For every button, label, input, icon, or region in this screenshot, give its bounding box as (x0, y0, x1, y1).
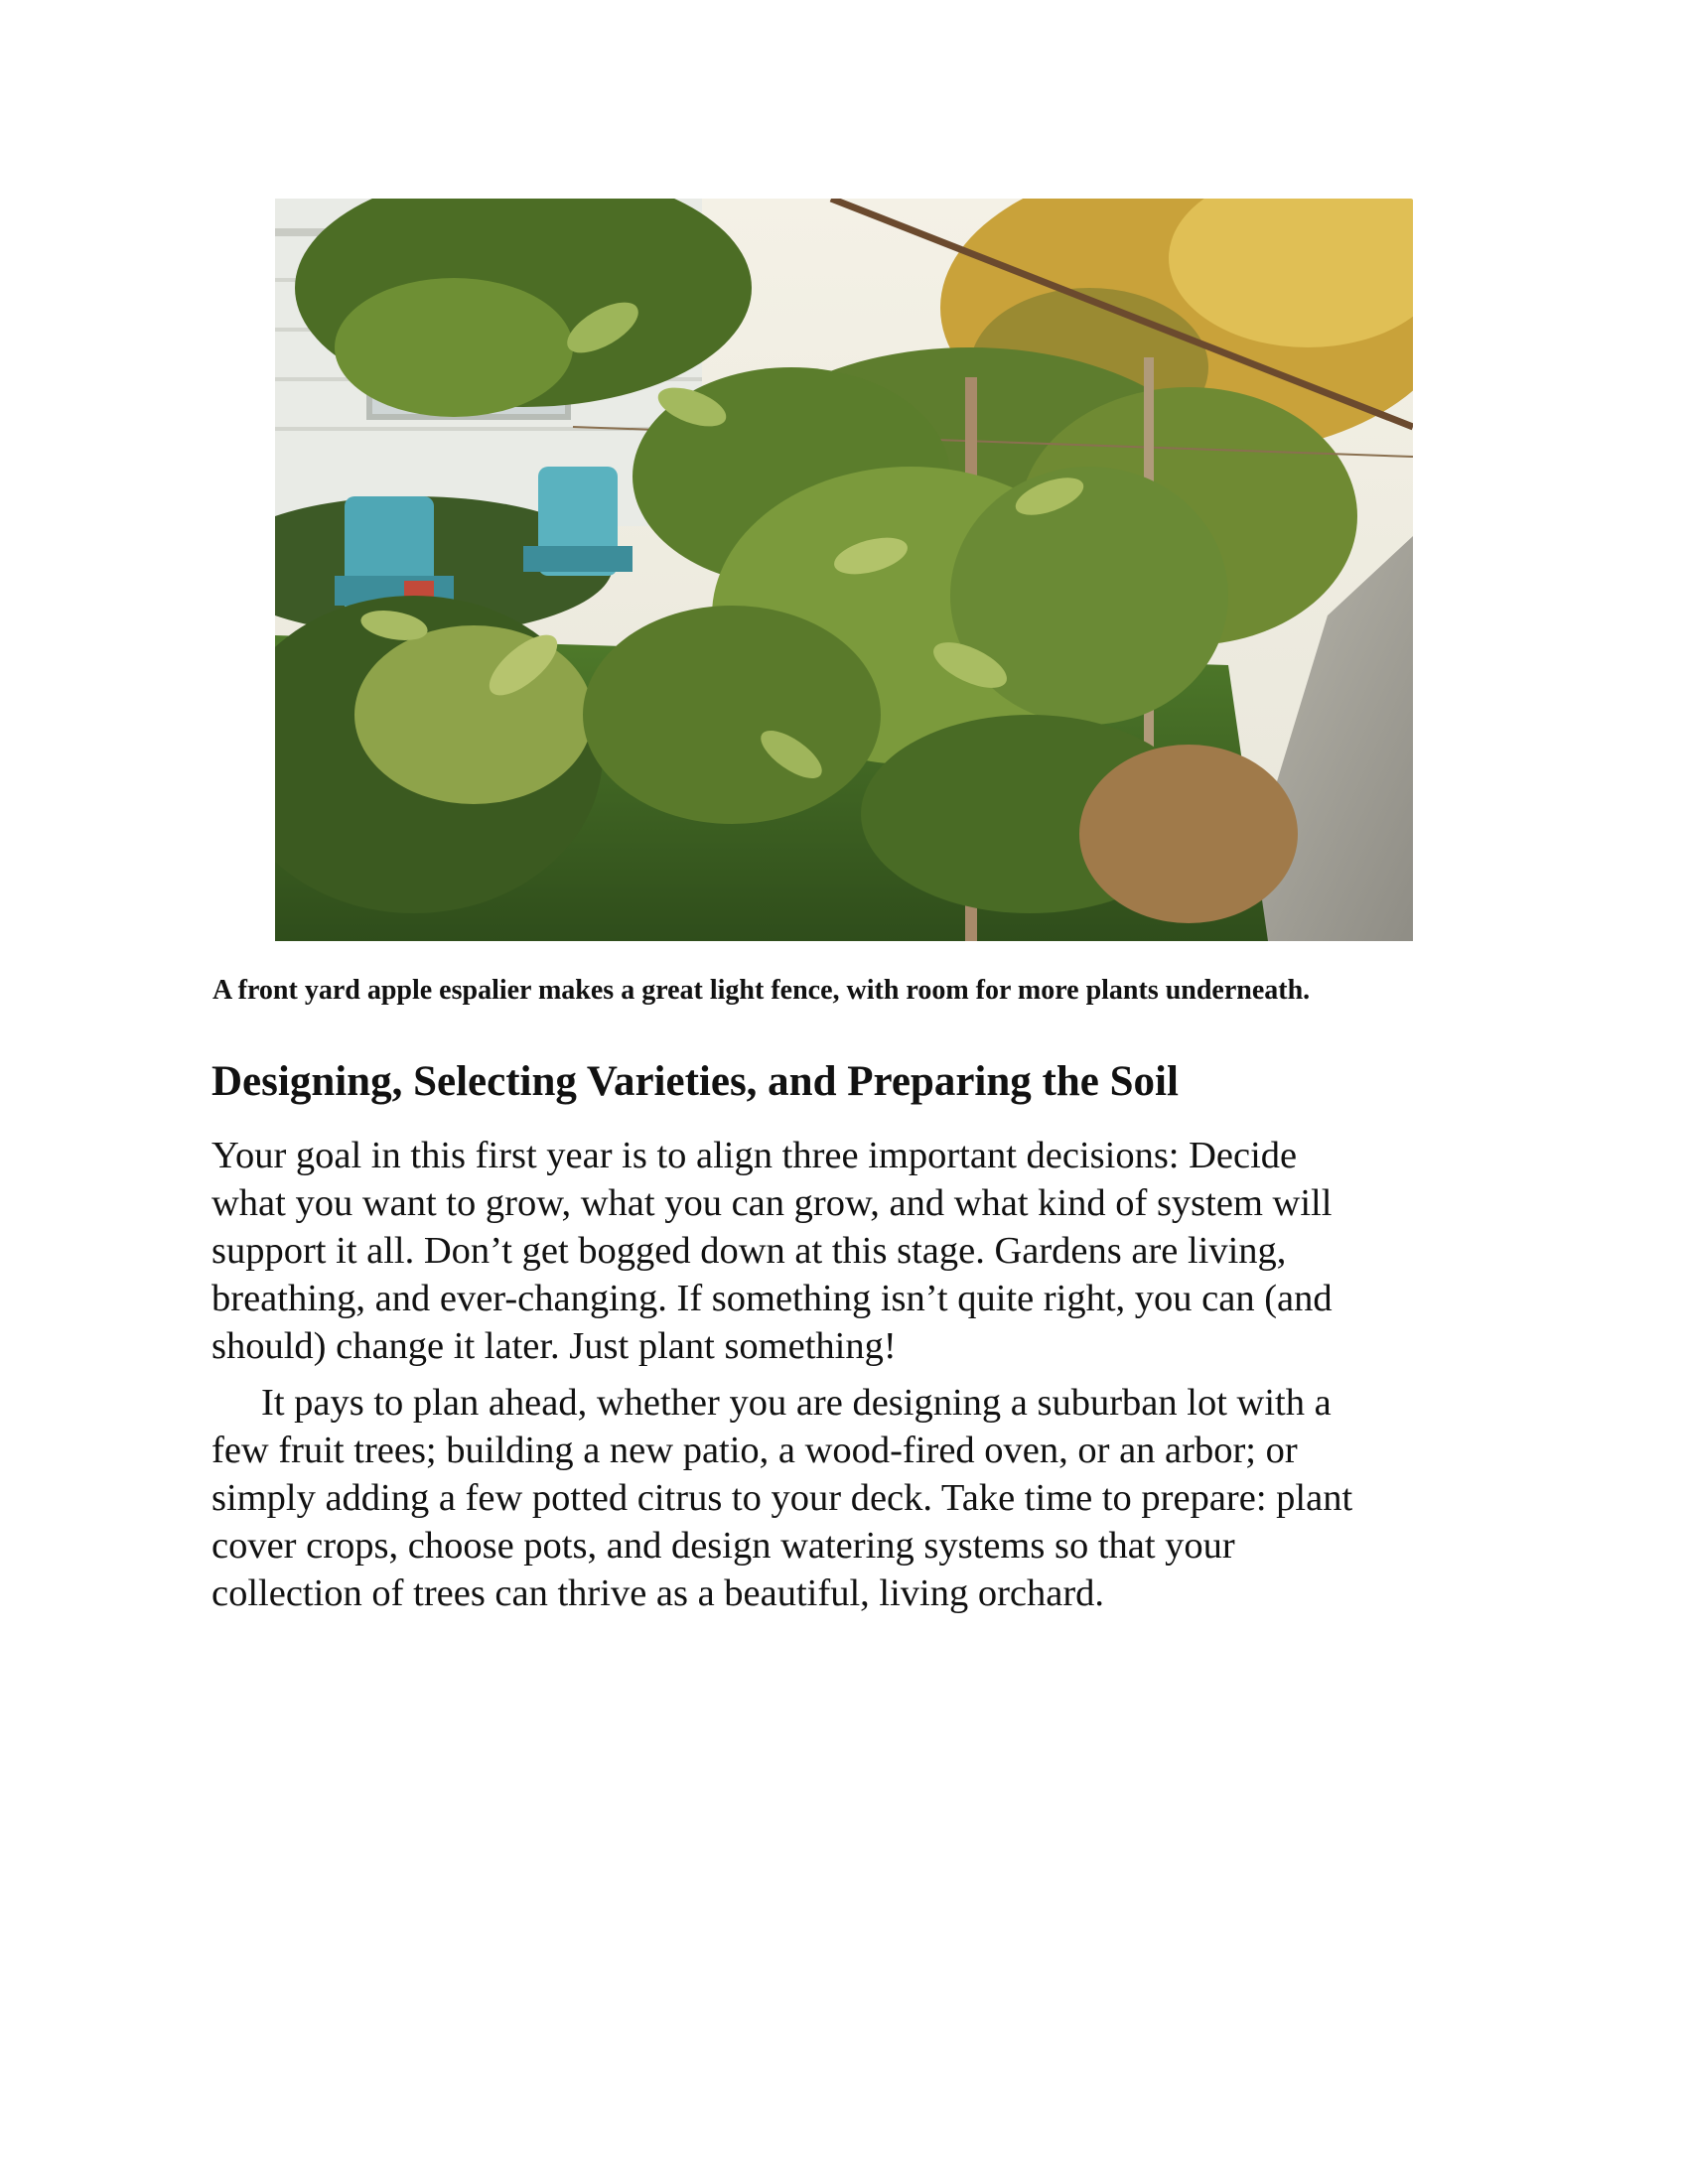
text-line: It pays to plan ahead, whether you are designing a suburban lot with a (261, 1382, 1332, 1424)
text-line: what you want to grow, what you can grow, and what kind of system will (211, 1182, 1333, 1224)
figure-caption: A front yard apple espalier makes a great light fence, with room for more plants underneath. (212, 975, 1311, 1006)
text-line: should) change it later. Just plant something! (211, 1325, 897, 1367)
espalier-photo (275, 199, 1413, 941)
section-heading: Designing, Selecting Varieties, and Preparing the Soil (211, 1058, 1179, 1105)
text-line: cover crops, choose pots, and design watering systems so that your (211, 1525, 1235, 1567)
text-line: breathing, and ever-changing. If something isn’t quite right, you can (and (211, 1278, 1333, 1319)
text-line: support it all. Don’t get bogged down at this stage. Gardens are living, (211, 1230, 1287, 1272)
text-line: few fruit trees; building a new patio, a wood-fired oven, or an arbor; or (211, 1430, 1298, 1471)
body-paragraph-1 (211, 1132, 1502, 1370)
body-paragraph-2 (211, 1379, 1502, 1617)
text-line: simply adding a few potted citrus to your deck. Take time to prepare: plant (211, 1477, 1353, 1519)
espalier-photo-illustration (275, 199, 1413, 941)
text-line: collection of trees can thrive as a beautiful, living orchard. (211, 1572, 1105, 1614)
text-line: Your goal in this first year is to align three important decisions: Decide (211, 1135, 1298, 1176)
